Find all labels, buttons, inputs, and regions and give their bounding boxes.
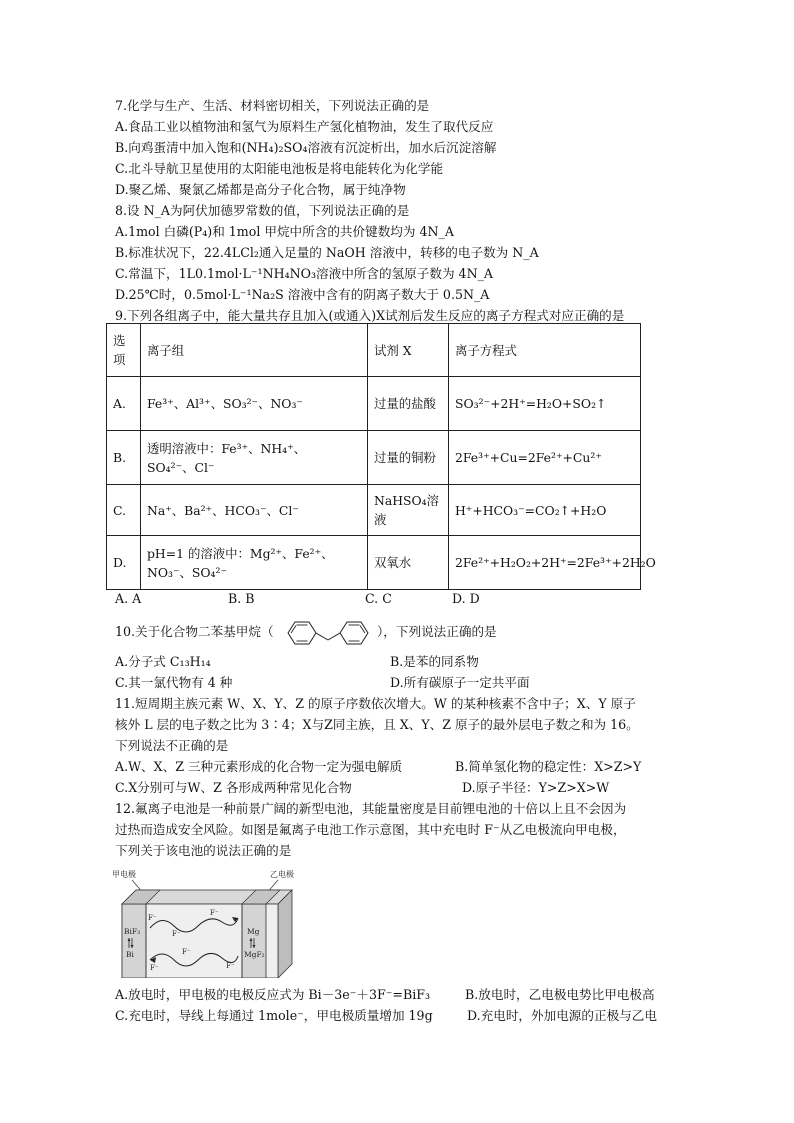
left-top-material: BiF₃ <box>124 927 141 936</box>
ion-label: F⁻ <box>172 930 181 938</box>
q10-stem-pre: 10.关于化合物二苯基甲烷（ <box>115 624 274 639</box>
q12-option-a: A.放电时，甲电极的电极反应式为 Bi－3e⁻＋3F⁻=BiF₃ <box>115 987 431 1002</box>
q10-option-b: B.是苯的同系物 <box>390 654 479 669</box>
q9-row-equation: 2Fe³⁺+Cu=2Fe²⁺+Cu²⁺ <box>449 431 641 485</box>
q9-row-reagent: 双氧水 <box>368 536 449 590</box>
q10-option-a: A.分子式 C₁₃H₁₄ <box>115 654 211 669</box>
q8-option-c: C.常温下，1L0.1mol·L⁻¹NH₄NO₃溶液中所含的氢原子数为 4N_A <box>115 266 493 281</box>
q9-choice-d: D. D <box>452 591 480 606</box>
q11-line2: 核外 L 层的电子数之比为 3∶4；X与Z同主族，且 X、Y、Z 原子的最外层电子数之和为 16。 <box>115 717 639 732</box>
q8-option-d: D.25℃时，0.5mol·L⁻¹Na₂S 溶液中含有的阴离子数大于 0.5N_A <box>115 287 490 302</box>
q9-row-ions <box>141 536 368 590</box>
ion-label: F⁻ <box>148 914 157 922</box>
q9-choice-b: B. B <box>228 591 255 606</box>
q12-option-b: B.放电时，乙电极电势比甲电极高 <box>465 987 655 1002</box>
q9-choice-c: C. C <box>365 591 392 606</box>
fluoride-ion-battery-diagram <box>110 868 300 978</box>
q11-option-b: B.简单氢化物的稳定性：X>Z>Y <box>455 759 642 774</box>
q7-option-d: D.聚乙烯、聚氯乙烯都是高分子化合物，属于纯净物 <box>115 182 406 197</box>
q9-stem: 9.下列各组离子中，能大量共存且加入(或通入)X试剂后发生反应的离子方程式对应正确的是 <box>115 308 625 323</box>
table-row <box>107 377 641 431</box>
q11-line3: 下列说法不正确的是 <box>115 738 229 753</box>
q8-option-a: A.1mol 白磷(P₄)和 1mol 甲烷中所含的共价键数均为 4N_A <box>115 224 454 239</box>
ion-label: F⁻ <box>182 948 191 956</box>
q9-row-option: C. <box>107 485 141 536</box>
q9-header-row <box>107 324 641 377</box>
q12-option-c: C.充电时，导线上每通过 1mole⁻，甲电极质量增加 19g <box>115 1008 433 1023</box>
q9-header-equation: 离子方程式 <box>449 324 641 377</box>
left-electrode-label: 甲电极 <box>112 870 136 879</box>
ion-label: F⁻ <box>226 962 235 970</box>
q9-row-reagent: 过量的盐酸 <box>368 377 449 431</box>
q9-row-ions: Fe³⁺、Al³⁺、SO₃²⁻、NO₃⁻ <box>141 377 368 431</box>
q12-line3: 下列关于该电池的说法正确的是 <box>115 843 292 858</box>
q8-stem: 8.设 N_A为阿伏加德罗常数的值，下列说法正确的是 <box>115 203 410 218</box>
q9-header-option: 选项 <box>107 324 141 377</box>
q12-line1: 12.氟离子电池是一种前景广阔的新型电池，其能量密度是目前锂电池的十倍以上且不会因为 <box>115 801 627 816</box>
q8-option-b: B.标准状况下，22.4LCl₂通入足量的 NaOH 溶液中，转移的电子数为 N_A <box>115 245 539 260</box>
right-electrode-label: 乙电极 <box>270 870 294 879</box>
q11-line1: 11.短周期主族元素 W、X、Y、Z 的原子序数依次增大。W 的某种核素不含中子；X、Y 原子 <box>115 696 636 711</box>
q11-option-d: D.原子半径：Y>Z>X>W <box>462 780 610 795</box>
table-row <box>107 536 641 590</box>
q7-option-a: A.食品工业以植物油和氢气为原料生产氢化植物油，发生了取代反应 <box>115 119 494 134</box>
q9-row-option: A. <box>107 377 141 431</box>
q7-stem: 7.化学与生产、生活、材料密切相关，下列说法正确的是 <box>115 98 430 113</box>
table-row <box>107 485 641 536</box>
q9-row-ions <box>141 431 368 485</box>
q9-row-equation: SO₃²⁻+2H⁺=H₂O+SO₂↑ <box>449 377 641 431</box>
right-bottom-material: MgF₂ <box>244 950 265 959</box>
q9-row-ions-text: pH=1 的溶液中：Mg²⁺、Fe²⁺、NO₃⁻、SO₄²⁻ <box>147 545 334 580</box>
q9-row-reagent: NaHSO₄溶液 <box>368 485 449 536</box>
q11-option-a: A.W、X、Z 三种元素形成的化合物一定为强电解质 <box>115 759 403 774</box>
q12-option-d: D.充电时，外加电源的正极与乙电 <box>467 1008 657 1023</box>
q9-row-ions-text: 透明溶液中：Fe³⁺、NH₄⁺、SO₄²⁻、Cl⁻ <box>147 440 307 475</box>
right-top-material: Mg <box>247 927 260 936</box>
left-bottom-material: Bi <box>126 950 134 959</box>
q9-header-ions: 离子组 <box>141 324 368 377</box>
diphenylmethane-structure-icon <box>280 618 376 648</box>
table-row <box>107 431 641 485</box>
q9-row-option: B. <box>107 431 141 485</box>
q10-stem-post: ），下列说法正确的是 <box>377 624 497 639</box>
q9-header-reagent: 试剂 X <box>368 324 449 377</box>
q9-choice-a: A. A <box>115 591 142 606</box>
q9-row-equation: H⁺+HCO₃⁻=CO₂↑+H₂O <box>449 485 641 536</box>
q9-row-option: D. <box>107 536 141 590</box>
ion-label: F⁻ <box>150 964 159 972</box>
q10-option-c: C.其一氯代物有 4 种 <box>115 675 233 690</box>
q7-option-c: C.北斗导航卫星使用的太阳能电池板是将电能转化为化学能 <box>115 161 444 176</box>
q11-option-c: C.X分别可与W、Z 各形成两种常见化合物 <box>115 780 352 795</box>
q9-row-reagent: 过量的铜粉 <box>368 431 449 485</box>
q7-option-b: B.向鸡蛋清中加入饱和(NH₄)₂SO₄溶液有沉淀析出，加水后沉淀溶解 <box>115 140 497 155</box>
q12-line2: 过热而造成安全风险。如图是氟离子电池工作示意图，其中充电时 F⁻从乙电极流向甲电极， <box>115 822 626 837</box>
ion-label: F⁻ <box>210 909 219 917</box>
q9-table <box>106 323 656 590</box>
q9-row-ions: Na⁺、Ba²⁺、HCO₃⁻、Cl⁻ <box>141 485 368 536</box>
q9-row-equation: 2Fe²⁺+H₂O₂+2H⁺=2Fe³⁺+2H₂O <box>449 536 641 590</box>
q10-option-d: D.所有碳原子一定共平面 <box>390 675 530 690</box>
